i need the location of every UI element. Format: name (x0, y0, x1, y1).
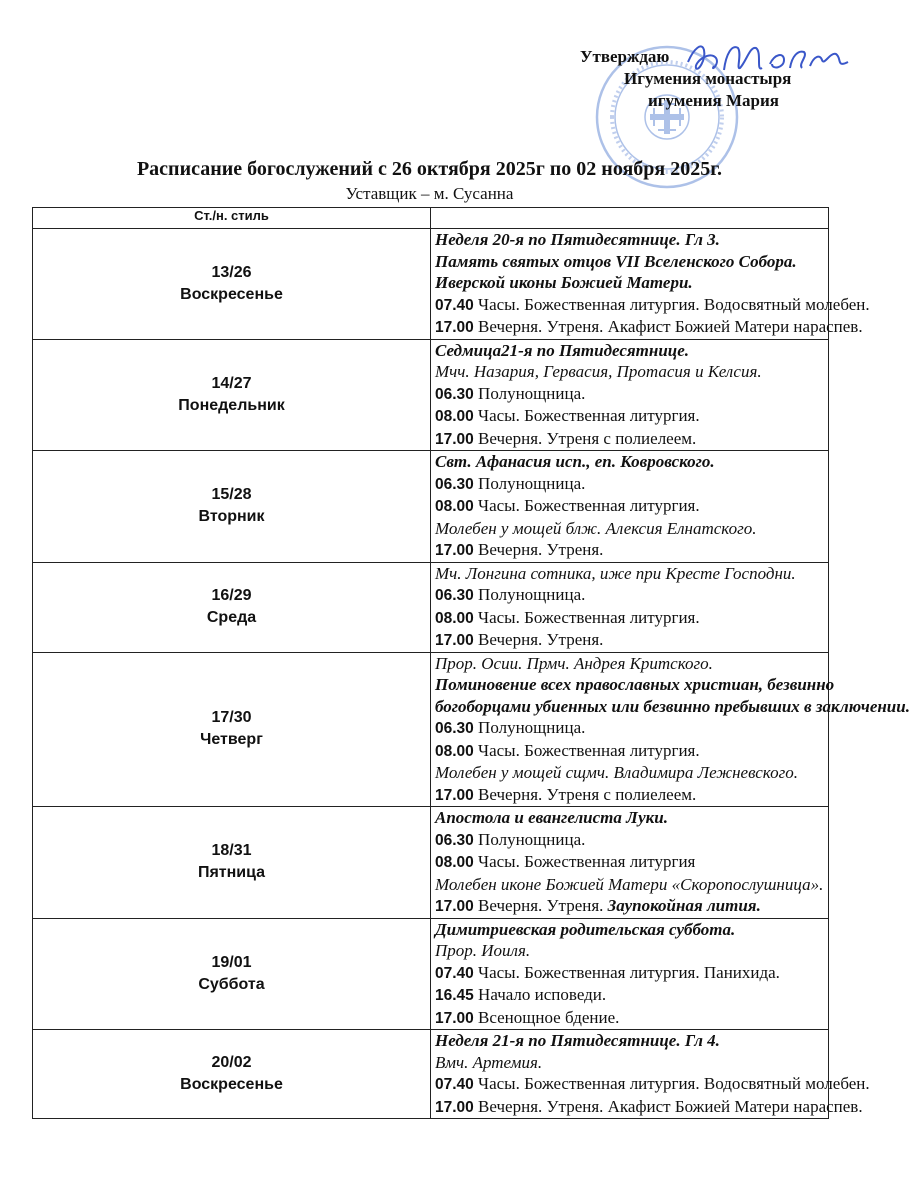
service-line (435, 696, 910, 718)
service-line (435, 428, 828, 451)
service-line (435, 316, 863, 339)
date-value: 20/02 (211, 1054, 252, 1071)
approval-line-2: Игумения монастыря (624, 69, 792, 88)
feast-title: Димитриевская родительская суббота. (435, 919, 736, 939)
service-time: 17.00 (435, 898, 474, 915)
service-line (435, 629, 828, 652)
service-text: Часы. Божественная литургия. Водосвятный молебен. (478, 294, 870, 314)
table-row (33, 652, 829, 807)
date-cell (33, 807, 431, 919)
service-extra: Заупокойная лития. (607, 896, 761, 915)
service-line (435, 1052, 828, 1074)
table-header-row (33, 208, 829, 229)
service-text: Вечерня. Утреня. (478, 896, 604, 915)
weekday: Среда (206, 609, 257, 626)
services-cell (431, 229, 870, 340)
service-text: Вечерня. Утреня с полиелеем. (478, 428, 697, 448)
service-line (435, 940, 828, 962)
service-line (435, 717, 828, 740)
date-cell (33, 918, 431, 1030)
service-line (435, 1096, 863, 1119)
service-line (435, 383, 828, 406)
service-line (435, 653, 828, 675)
service-time: 06.30 (435, 587, 474, 604)
service-time: 17.00 (435, 319, 474, 336)
weekday: Суббота (198, 975, 265, 993)
service-text: Вечерня. Утреня с полиелеем. (478, 784, 697, 804)
service-line (435, 874, 828, 896)
service-line (435, 539, 828, 562)
service-time: 06.30 (435, 385, 474, 403)
services-cell (431, 918, 829, 1030)
service-line (435, 340, 828, 362)
weekday: Четверг (200, 731, 263, 749)
feast-title: Свт. Афанасия исп., еп. Ковровского. (435, 452, 715, 471)
services-cell (431, 807, 829, 919)
service-line (435, 1007, 828, 1030)
services-cell (431, 451, 829, 563)
date-value: 16/29 (211, 587, 252, 604)
service-text: Вечерня. Утреня. (478, 540, 604, 559)
service-line (435, 740, 828, 763)
saint-commemoration: Молебен у мощей блж. Алексия Елнатского. (435, 518, 757, 538)
service-text: Часы. Божественная литургия. (478, 496, 700, 515)
weekday: Воскресенье (180, 285, 283, 303)
service-text: Полунощница. (478, 473, 586, 493)
feast-title: Неделя 21-я по Пятидесятнице. Гл 4. (435, 1031, 720, 1050)
table-row (33, 918, 829, 1030)
service-text: Вечерня. Утреня. Акафист Божией Матери нараспев. (478, 317, 863, 336)
service-line (435, 919, 828, 941)
saint-commemoration: Мчч. Назария, Гервасия, Протасия и Келсия. (435, 362, 762, 381)
service-time: 17.00 (435, 786, 474, 804)
service-text: Вечерня. Утреня. (478, 630, 604, 649)
service-line (435, 451, 828, 473)
service-time: 08.00 (435, 498, 474, 515)
service-time: 08.00 (435, 742, 474, 760)
service-line (435, 607, 828, 630)
approval-line-1: Утверждаю (580, 47, 670, 66)
service-line (435, 829, 828, 852)
services-cell (431, 1030, 870, 1119)
service-time: 17.00 (435, 542, 474, 559)
service-line (435, 294, 870, 317)
feast-title: Память святых отцов VII Вселенского Собора. (435, 251, 797, 271)
column-header: Ст./н. стиль (33, 208, 431, 229)
service-text: Полунощница. (478, 829, 586, 849)
service-time: 07.40 (435, 964, 474, 982)
feast-title: Поминовение всех православных христиан, безвинно (435, 675, 835, 694)
service-line (435, 563, 828, 585)
date-cell (33, 451, 431, 563)
saint-commemoration: Прор. Иоиля. (435, 941, 531, 960)
service-line (435, 1073, 870, 1096)
table-row (33, 807, 829, 919)
service-line (435, 272, 828, 294)
service-time: 06.30 (435, 720, 474, 737)
services-cell (431, 339, 829, 451)
approval-block (580, 46, 850, 112)
service-text: Часы. Божественная литургия. Панихида. (478, 962, 780, 982)
date-value: 19/01 (211, 953, 252, 971)
feast-title: Неделя 20-я по Пятидесятнице. Гл 3. (435, 230, 720, 249)
weekday: Пятница (197, 864, 266, 882)
service-time: 06.30 (435, 475, 474, 493)
date-value: 17/30 (211, 709, 252, 727)
service-time: 06.30 (435, 831, 474, 849)
service-line (435, 1030, 828, 1052)
table-row (33, 451, 829, 563)
schedule-table (32, 207, 910, 1119)
date-value: 13/26 (211, 263, 252, 281)
services-cell (431, 562, 829, 652)
date-cell (33, 562, 431, 652)
table-row (33, 229, 829, 340)
service-line (435, 473, 828, 496)
service-time: 07.40 (435, 1076, 474, 1093)
service-text: Полунощница. (478, 585, 586, 604)
service-text: Всенощное бдение. (478, 1007, 620, 1027)
service-time: 08.00 (435, 854, 474, 871)
saint-commemoration: Вмч. Артемия. (435, 1052, 543, 1072)
service-text: Часы. Божественная литургия. (478, 740, 700, 760)
service-time: 17.00 (435, 632, 474, 649)
service-line (435, 784, 828, 807)
date-cell (33, 1030, 431, 1119)
saint-commemoration: Прор. Осии. Прмч. Андрея Критского. (435, 653, 713, 673)
service-time: 08.00 (435, 609, 474, 627)
date-cell (33, 339, 431, 451)
table-row (33, 1030, 829, 1119)
weekday: Воскресенье (180, 1076, 283, 1093)
service-time: 17.00 (435, 1009, 474, 1027)
service-line (435, 518, 828, 540)
service-text: Полунощница. (478, 718, 586, 737)
service-line (435, 229, 828, 251)
service-time: 17.00 (435, 1098, 474, 1116)
weekday: Понедельник (178, 396, 285, 414)
service-text: Вечерня. Утреня. Акафист Божией Матери нараспев. (478, 1096, 863, 1116)
service-line (435, 361, 828, 383)
service-text: Начало исповеди. (478, 985, 607, 1004)
saint-commemoration: Молебен иконе Божией Матери «Скоропослушница». (435, 874, 824, 894)
page-subtitle: Уставщик – м. Сусанна (345, 184, 514, 203)
table-row (33, 339, 829, 451)
service-text: Полунощница. (478, 383, 586, 403)
feast-title: Седмица21-я по Пятидесятнице. (435, 340, 690, 360)
table-row (33, 562, 829, 652)
services-cell (431, 652, 910, 807)
service-time: 16.45 (435, 987, 474, 1004)
saint-commemoration: Молебен у мощей сщмч. Владимира Лежневского. (435, 763, 798, 782)
service-text: Часы. Божественная литургия. (478, 607, 700, 627)
date-cell (33, 652, 431, 807)
date-value: 15/28 (211, 486, 252, 504)
service-text: Часы. Божественная литургия. Водосвятный молебен. (478, 1074, 870, 1093)
service-line (435, 584, 828, 607)
service-text: Часы. Божественная литургия. (478, 406, 700, 425)
page-title: Расписание богослужений с 26 октября 2025г по 02 ноября 2025г. (136, 158, 723, 180)
date-value: 14/27 (211, 374, 252, 392)
date-cell (33, 229, 431, 340)
service-time: 07.40 (435, 296, 474, 314)
service-line (435, 895, 828, 918)
service-line (435, 962, 828, 985)
weekday: Вторник (198, 508, 265, 526)
service-time: 08.00 (435, 408, 474, 425)
service-line (435, 674, 835, 696)
date-value: 18/31 (211, 842, 252, 860)
service-line (435, 405, 828, 428)
service-line (435, 807, 828, 829)
feast-title: богоборцами убиенных или безвинно пребывших в заключении. (435, 696, 910, 716)
service-line (435, 495, 828, 518)
approval-line-3: игумения Мария (648, 91, 779, 110)
service-line (435, 984, 828, 1007)
feast-title: Иверской иконы Божией Матери. (435, 273, 693, 292)
feast-title: Апостола и евангелиста Луки. (435, 808, 669, 827)
column-header-empty (431, 208, 829, 229)
service-time: 17.00 (435, 430, 474, 448)
service-line (435, 851, 828, 874)
service-line (435, 762, 828, 784)
service-line (435, 251, 828, 273)
service-text: Часы. Божественная литургия (478, 852, 696, 871)
saint-commemoration: Мч. Лонгина сотника, иже при Кресте Господни. (435, 563, 796, 583)
